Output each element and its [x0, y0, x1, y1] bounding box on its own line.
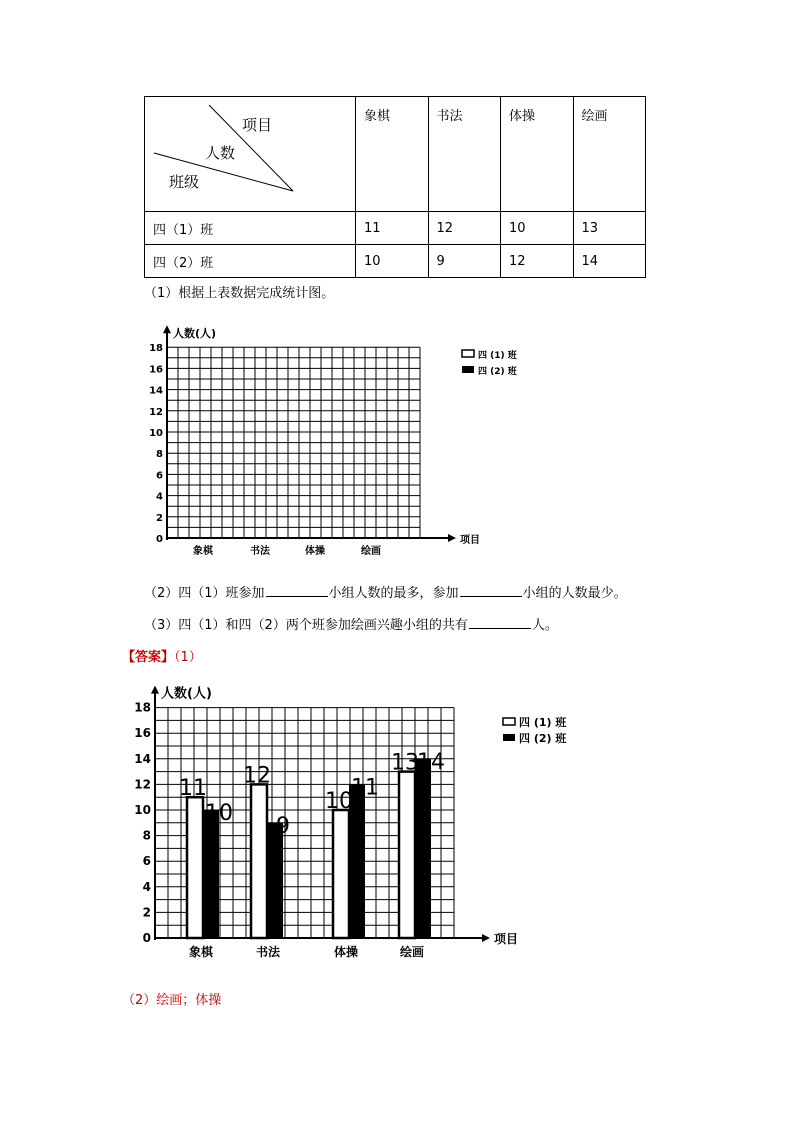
- y-tick-label: 2: [156, 512, 163, 524]
- column-header: 体操: [501, 97, 574, 212]
- y-tick-label: 4: [142, 879, 151, 894]
- x-tick-label: 绘画: [399, 945, 425, 959]
- y-tick-label: 12: [149, 406, 163, 418]
- table-cell: 14: [573, 245, 646, 278]
- y-tick-label: 12: [134, 777, 151, 792]
- legend-label: 四 (2) 班: [478, 367, 517, 377]
- legend-swatch-class-1: [503, 718, 515, 725]
- q2-part-c: 小组的人数最少。: [522, 586, 627, 601]
- question-2: [144, 582, 627, 601]
- data-label: 10: [325, 789, 353, 814]
- x-axis-title: 项目: [494, 932, 519, 946]
- bar-class-1: [187, 797, 203, 938]
- y-tick-label: 8: [156, 449, 163, 461]
- y-axis-title: 人数(人): [173, 327, 217, 341]
- data-label: 13: [391, 750, 419, 776]
- data-label: 14: [417, 749, 445, 775]
- x-tick-label: 象棋: [188, 945, 214, 959]
- legend-swatch-class-2: [503, 734, 515, 741]
- y-tick-label: 14: [134, 751, 151, 766]
- y-tick-label: 4: [156, 491, 163, 503]
- x-axis-arrow: [482, 934, 490, 942]
- bar-class-1: [399, 772, 415, 938]
- y-axis-arrow: [151, 686, 159, 694]
- question-3: [144, 614, 558, 633]
- q2-part-a: （2）四（1）班参加: [144, 586, 265, 601]
- answer-bar-chart: [118, 676, 588, 966]
- y-tick-label: 16: [149, 364, 163, 376]
- x-tick-label: 象棋: [193, 546, 213, 557]
- data-table: [144, 96, 646, 278]
- data-label: 11: [351, 775, 379, 801]
- table-cell: 10: [501, 212, 574, 245]
- legend-label: 四 (1) 班: [519, 716, 567, 729]
- bar-class-2: [203, 810, 219, 938]
- header-count-label: 人数: [205, 144, 236, 162]
- y-tick-label: 2: [142, 905, 151, 920]
- y-tick-label: 16: [134, 726, 151, 741]
- answer-part-1: （1）: [174, 650, 202, 665]
- y-axis-title: 人数(人): [161, 686, 212, 702]
- y-tick-label: 8: [142, 828, 151, 843]
- empty-bar-chart: [130, 312, 540, 562]
- y-tick-label: 0: [142, 931, 151, 945]
- header-item-label: 项目: [242, 116, 273, 134]
- question-1: （1）根据上表数据完成统计图。: [144, 286, 335, 301]
- table-cell: 9: [428, 245, 501, 278]
- table-cell: 11: [356, 212, 429, 245]
- column-header: 书法: [428, 97, 501, 212]
- y-tick-label: 6: [156, 470, 163, 482]
- row-label: 四（1）班: [145, 212, 356, 245]
- bar-class-1: [333, 810, 349, 938]
- table-cell: 10: [356, 245, 429, 278]
- y-tick-label: 6: [142, 854, 151, 869]
- x-tick-label: 体操: [305, 546, 325, 557]
- bar-class-1: [251, 784, 267, 938]
- y-tick-label: 18: [149, 343, 163, 355]
- header-class-label: 班级: [169, 173, 200, 191]
- table-cell: 13: [573, 212, 646, 245]
- diagonal-header-cell: [145, 97, 356, 212]
- y-tick-label: 10: [134, 803, 151, 817]
- y-tick-label: 0: [156, 534, 163, 545]
- table-cell: 12: [428, 212, 501, 245]
- data-label: 11: [179, 776, 207, 802]
- column-header: 象棋: [356, 97, 429, 212]
- bar-class-2: [267, 823, 283, 938]
- answer-heading: [122, 646, 202, 665]
- table-header-row: [145, 97, 646, 212]
- legend-swatch-class-1: [462, 350, 474, 357]
- data-label: 9: [276, 813, 290, 839]
- table-row: [145, 245, 646, 278]
- table-cell: 12: [501, 245, 574, 278]
- answer-blank[interactable]: [469, 616, 531, 629]
- legend-swatch-class-2: [462, 366, 474, 373]
- q3-part-b: 人。: [531, 618, 558, 633]
- q3-part-a: （3）四（1）和四（2）两个班参加绘画兴趣小组的共有: [144, 618, 468, 633]
- y-tick-label: 10: [149, 428, 163, 439]
- y-axis-arrow: [163, 325, 171, 333]
- data-label: 10: [205, 801, 233, 826]
- x-axis-arrow: [448, 534, 456, 542]
- row-label: 四（2）班: [145, 245, 356, 278]
- table-row: [145, 212, 646, 245]
- data-label: 12: [243, 763, 271, 789]
- legend-label: 四 (1) 班: [478, 351, 517, 361]
- answer-part-2: （2）绘画；体操: [122, 993, 222, 1008]
- answer-blank[interactable]: [266, 584, 328, 597]
- y-tick-label: 18: [134, 700, 151, 715]
- x-axis-title: 项目: [460, 535, 480, 546]
- q2-part-b: 小组人数的最多，参加: [328, 586, 459, 601]
- answer-blank[interactable]: [460, 584, 522, 597]
- legend-label: 四 (2) 班: [519, 732, 567, 745]
- column-header: 绘画: [573, 97, 646, 212]
- x-tick-label: 书法: [250, 546, 270, 557]
- x-tick-label: 书法: [255, 945, 281, 959]
- y-tick-label: 14: [149, 385, 163, 397]
- answer-tag: 【答案】: [122, 650, 175, 665]
- x-tick-label: 体操: [333, 945, 359, 959]
- x-tick-label: 绘画: [361, 546, 381, 557]
- bar-class-2: [415, 759, 431, 938]
